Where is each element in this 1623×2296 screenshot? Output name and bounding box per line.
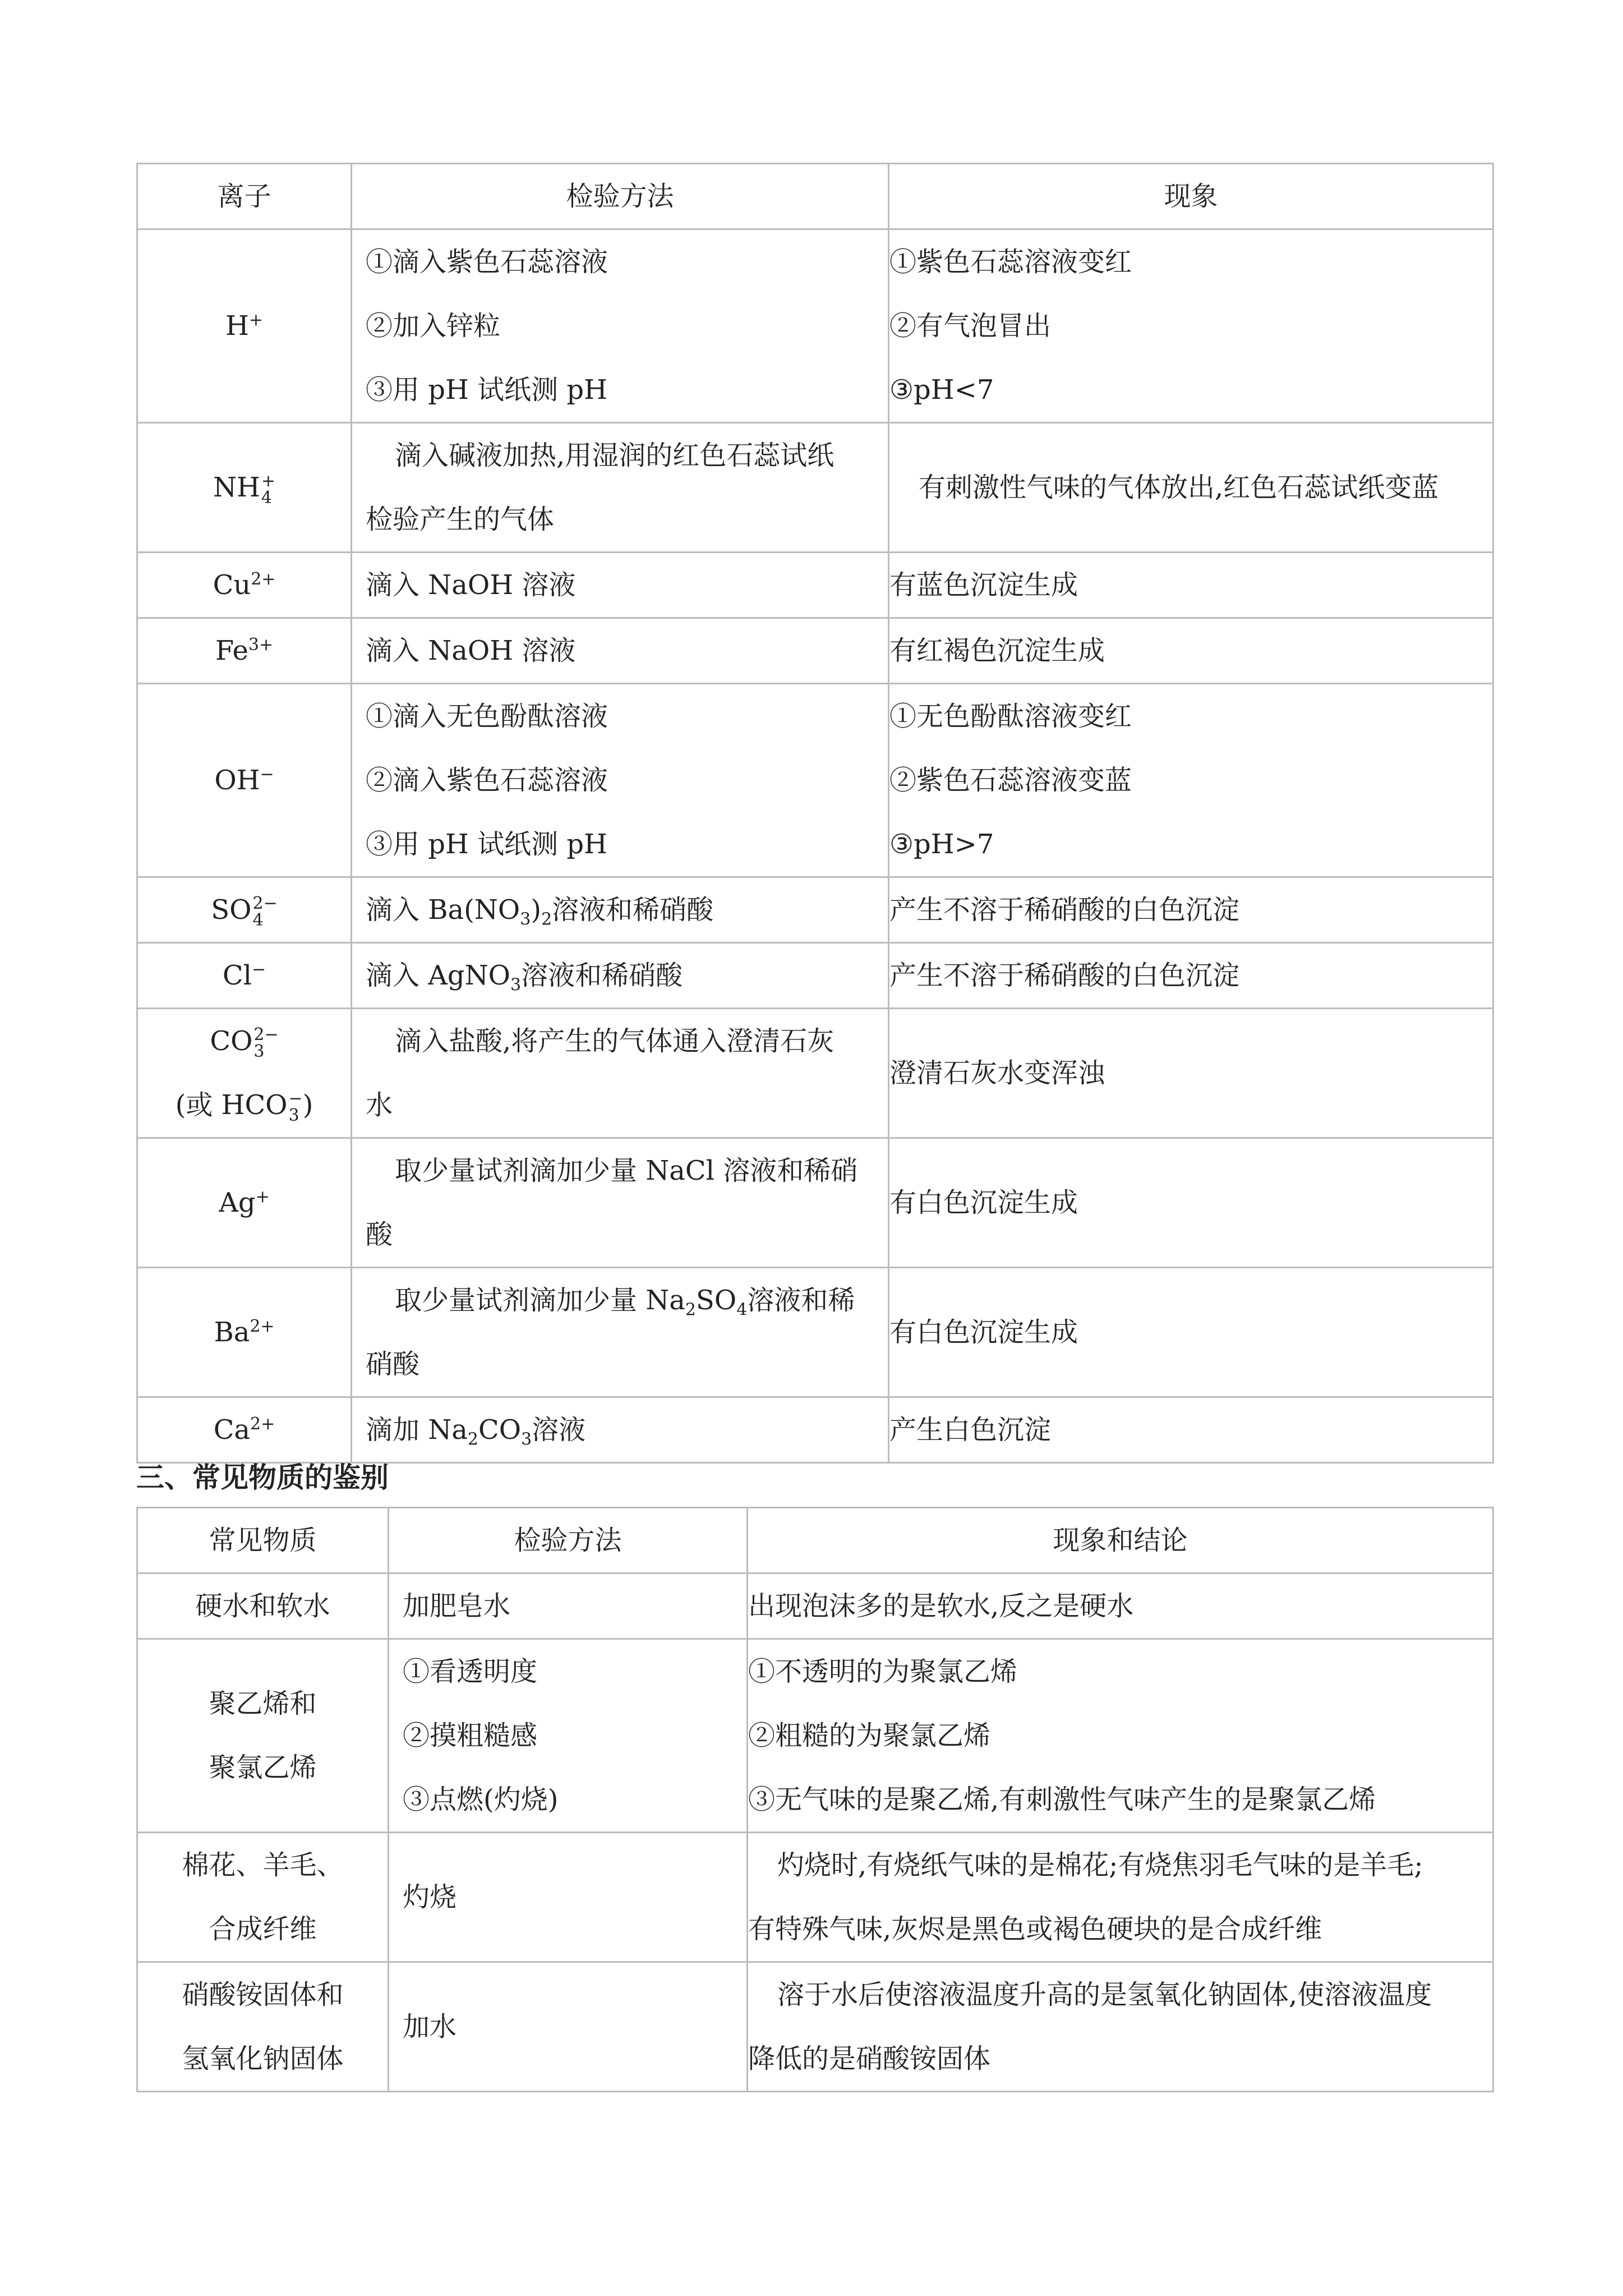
- table-row: [137, 229, 1493, 423]
- substance-cell: 硝酸铵固体和 氢氧化钠固体: [137, 1962, 389, 2092]
- method-cell: 滴入 NaOH 溶液: [352, 553, 889, 618]
- ion-cell: Ag+: [137, 1138, 352, 1268]
- result-cell: 产生不溶于稀硝酸的白色沉淀: [889, 943, 1493, 1009]
- method-cell: 加水: [389, 1962, 748, 2092]
- method-cell: 滴加 $Na_2CO_3$溶液: [352, 1397, 889, 1463]
- substance-cell: 聚乙烯和 聚氯乙烯: [137, 1639, 389, 1833]
- method-cell: 取少量试剂滴加少量 $Na_2SO_4$溶液和稀 硝酸: [352, 1268, 889, 1397]
- result-cell: 有白色沉淀生成: [889, 1138, 1493, 1268]
- method-cell: 滴入碱液加热,用湿润的红色石蕊试纸 检验产生的气体: [352, 423, 889, 553]
- header-ion: 离子: [137, 164, 352, 229]
- ion-cell: Cl−: [137, 943, 352, 1009]
- table-row: [137, 1573, 1493, 1639]
- method-cell: ①滴入无色酚酞溶液 ②滴入紫色石蕊溶液 ③用 pH 试纸测 pH: [352, 684, 889, 877]
- result-cell: 澄清石灰水变浑浊: [889, 1009, 1493, 1138]
- ion-cell: $Ba^{2+}$: [137, 1268, 352, 1397]
- ion-cell: CO 2− 3 (或 HCO − 3 ): [137, 1009, 352, 1138]
- table-header-row: [137, 1508, 1493, 1573]
- ion-cell: $Ca^{2+}$: [137, 1397, 352, 1463]
- table-row: [137, 1009, 1493, 1138]
- method-cell: 滴入 NaOH 溶液: [352, 618, 889, 684]
- table-row: [137, 1397, 1493, 1463]
- result-cell: 溶于水后使溶液温度升高的是氢氧化钠固体,使溶液温度 降低的是硝酸铵固体: [748, 1962, 1493, 2092]
- header-result: 现象和结论: [748, 1508, 1493, 1573]
- header-result: 现象: [889, 164, 1493, 229]
- ion-cell: $Cu^{2+}$: [137, 553, 352, 618]
- table-header-row: [137, 164, 1493, 229]
- ion-cell: NH + 4: [137, 423, 352, 553]
- table-row: [137, 1639, 1493, 1833]
- result-cell: 出现泡沫多的是软水,反之是硬水: [748, 1573, 1493, 1639]
- table-row: [137, 1833, 1493, 1962]
- method-cell: 滴入 AgNO$_3$溶液和稀硝酸: [352, 943, 889, 1009]
- result-cell: 灼烧时,有烧纸气味的是棉花;有烧焦羽毛气味的是羊毛; 有特殊气味,灰烬是黑色或褐色硬块的是合成纤维: [748, 1833, 1493, 1962]
- table-row: [137, 943, 1493, 1009]
- method-cell: 滴入盐酸,将产生的气体通入澄清石灰 水: [352, 1009, 889, 1138]
- ion-cell: $Fe^{3+}$: [137, 618, 352, 684]
- table-row: [137, 1138, 1493, 1268]
- table-row: [137, 423, 1493, 553]
- table-row: [137, 553, 1493, 618]
- method-cell: ①滴入紫色石蕊溶液 ②加入锌粒 ③用 pH 试纸测 pH: [352, 229, 889, 423]
- method-cell: ①看透明度 ②摸粗糙感 ③点燃(灼烧): [389, 1639, 748, 1833]
- method-cell: 灼烧: [389, 1833, 748, 1962]
- table-row: [137, 1268, 1493, 1397]
- table-row: [137, 877, 1493, 943]
- result-cell: 产生不溶于稀硝酸的白色沉淀: [889, 877, 1493, 943]
- result-cell: 有刺激性气味的气体放出,红色石蕊试纸变蓝: [889, 423, 1493, 553]
- result-cell: 有白色沉淀生成: [889, 1268, 1493, 1397]
- result-cell: 有蓝色沉淀生成: [889, 553, 1493, 618]
- substance-cell: 棉花、羊毛、 合成纤维: [137, 1833, 389, 1962]
- table-row: [137, 618, 1493, 684]
- method-cell: 取少量试剂滴加少量 NaCl 溶液和稀硝 酸: [352, 1138, 889, 1268]
- substance-identification-table: [136, 1507, 1494, 2092]
- table-row: [137, 684, 1493, 877]
- ion-cell: OH−: [137, 684, 352, 877]
- result-cell: 产生白色沉淀: [889, 1397, 1493, 1463]
- result-cell: ①紫色石蕊溶液变红 ②有气泡冒出 ③pH<7: [889, 229, 1493, 423]
- header-substance: 常见物质: [137, 1508, 389, 1573]
- result-cell: ①不透明的为聚氯乙烯 ②粗糙的为聚氯乙烯 ③无气味的是聚乙烯,有刺激性气味产生的是聚氯乙烯: [748, 1639, 1493, 1833]
- section-title: 三、常见物质的鉴别: [136, 1461, 389, 1494]
- ion-cell: H+: [137, 229, 352, 423]
- header-method: 检验方法: [352, 164, 889, 229]
- table-row: [137, 1962, 1493, 2092]
- method-cell: 加肥皂水: [389, 1573, 748, 1639]
- ion-cell: SO 2− 4: [137, 877, 352, 943]
- result-cell: 有红褐色沉淀生成: [889, 618, 1493, 684]
- ion-test-table: [136, 163, 1494, 1464]
- substance-cell: 硬水和软水: [137, 1573, 389, 1639]
- header-method: 检验方法: [389, 1508, 748, 1573]
- result-cell: ①无色酚酞溶液变红 ②紫色石蕊溶液变蓝 ③pH>7: [889, 684, 1493, 877]
- method-cell: 滴入 $Ba(NO_3)_2$溶液和稀硝酸: [352, 877, 889, 943]
